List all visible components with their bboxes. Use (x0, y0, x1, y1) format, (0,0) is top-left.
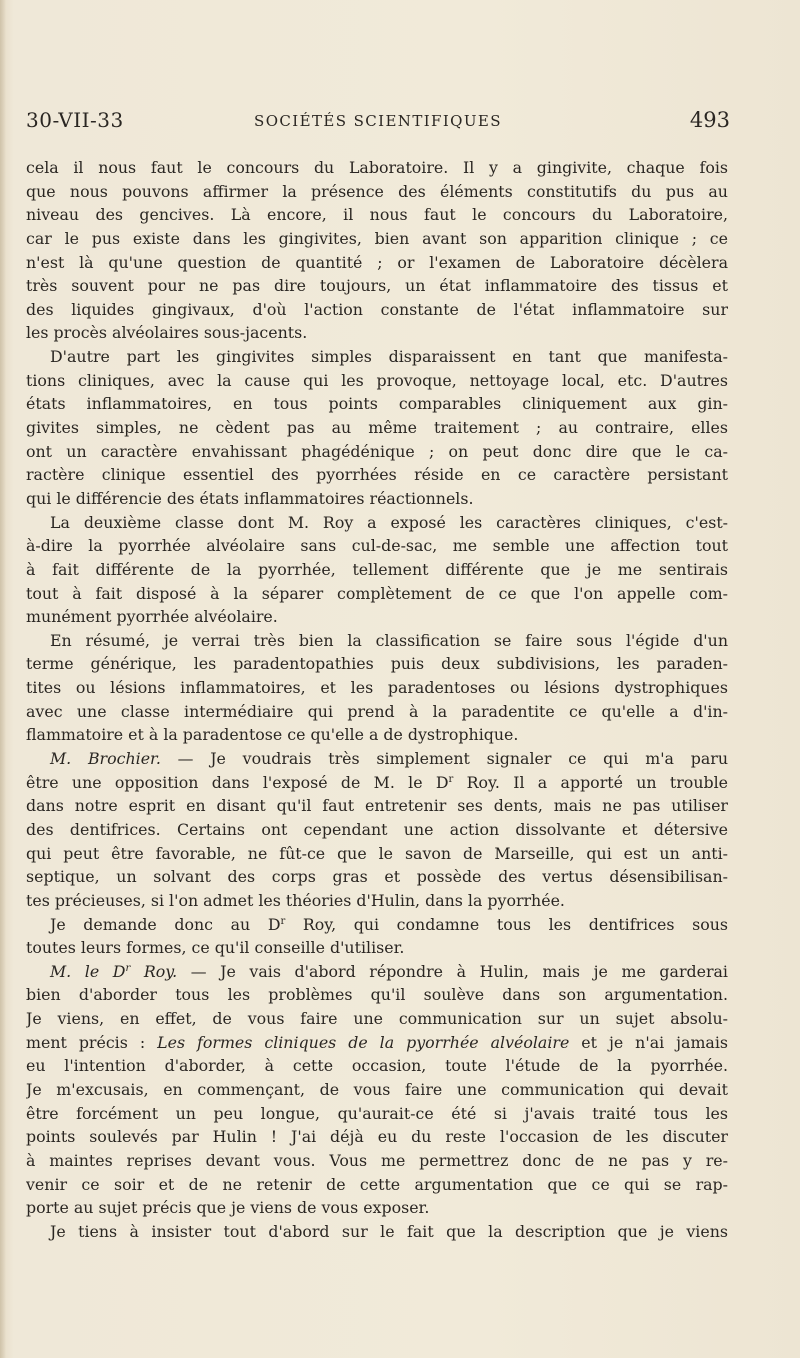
text-run: que nous pouvons affirmer la présence des éléments constitutifs du pus au (26, 181, 728, 201)
text-run: givites simples, ne cèdent pas au même traitement ; au contraire, elles (26, 418, 728, 438)
text-line (26, 392, 728, 416)
text-run: niveau des gencives. Là encore, il nous faut le concours du Laboratoire, (26, 205, 728, 225)
text-run: tes précieuses, si l'on admet les théories d'Hulin, dans la pyorrhée. (26, 890, 565, 910)
text-line (26, 1078, 728, 1102)
text-run: ont un caractère envahissant phagédénique ; on peut donc dire que le ca- (26, 441, 728, 461)
text-run: Je m'excusais, en commençant, de vous faire une communication qui devait (26, 1079, 728, 1099)
text-run: flammatoire et à la paradentose ce qu'elle a de dystrophique. (26, 725, 519, 745)
text-line (26, 227, 728, 251)
text-run: septique, un solvant des corps gras et possède des vertus désensibilisan- (26, 867, 728, 887)
text-line (26, 842, 728, 866)
text-run: En résumé, je verrai très bien la classification se faire sous l'égide d'un (50, 630, 728, 650)
text-line (26, 440, 728, 464)
speaker-name: M. Brochier. (50, 749, 161, 769)
text-line (26, 1220, 728, 1244)
text-run: toutes leurs formes, ce qu'il conseille d'utiliser. (26, 938, 405, 958)
running-header (26, 108, 730, 140)
text-run: cela il nous faut le concours du Laboratoire. Il y a gingivite, chaque fois (26, 158, 728, 177)
text-line (26, 1031, 728, 1055)
text-run: car le pus existe dans les gingivites, bien avant son apparition clinique ; ce (26, 228, 728, 248)
text-line (26, 983, 728, 1007)
text-line (26, 274, 728, 298)
text-line (26, 629, 728, 653)
text-run: — Je vais d'abord répondre à Hulin, mais je me garderai (177, 961, 728, 981)
text-line (26, 865, 728, 889)
text-line (26, 558, 728, 582)
text-run: des liquides gingivaux, d'où l'action constante de l'état inflammatoire sur (26, 299, 728, 319)
text-line (26, 156, 728, 180)
text-run: Je tiens à insister tout d'abord sur le fait que la description que je viens (50, 1221, 728, 1241)
text-run: venir ce soir et de ne retenir de cette argumentation que ce qui se rap- (26, 1174, 728, 1194)
text-line (26, 1196, 728, 1220)
text-run: eu l'intention d'aborder, à cette occasion, toute l'étude de la pyorrhée. (26, 1056, 728, 1076)
text-run: avec une classe intermédiaire qui prend à la paradentite ce qu'elle a d'in- (26, 701, 728, 721)
text-run: terme générique, les paradentopathies puis deux subdivisions, les paraden- (26, 654, 728, 674)
text-line (26, 1173, 728, 1197)
paragraph-final (26, 1220, 728, 1244)
text-line (26, 794, 728, 818)
text-run: être forcément un peu longue, qu'aurait-ce été si j'avais traité tous les (26, 1103, 728, 1123)
text-line (26, 913, 728, 937)
text-run: Je demande donc au D (50, 914, 281, 934)
text-line (26, 652, 728, 676)
text-run: des dentifrices. Certains ont cependant une action dissolvante et détersive (26, 819, 728, 839)
superscript: r (125, 962, 131, 974)
text-run: munément pyorrhée alvéolaire. (26, 607, 278, 627)
page-number: 493 (689, 108, 730, 132)
text-run: bien d'aborder tous les problèmes qu'il soulève dans son argumentation. (26, 985, 728, 1005)
text-run: qui le différencie des états inflammatoires réactionnels. (26, 488, 474, 508)
text-run: tout à fait disposé à la séparer complètement de ce que l'on appelle com- (26, 583, 728, 603)
text-line (26, 251, 728, 275)
text-line (26, 345, 728, 369)
text-line (26, 723, 728, 747)
text-run: à fait différente de la pyorrhée, tellement différente que je me sentirais (26, 559, 728, 579)
text-line (26, 889, 728, 913)
text-line (26, 605, 728, 629)
superscript: r (448, 773, 454, 785)
text-line (26, 960, 728, 984)
text-run: n'est là qu'une question de quantité ; or l'examen de Laboratoire décèlera (26, 252, 728, 272)
text-line (26, 936, 728, 960)
text-run: ment précis : (26, 1032, 158, 1052)
text-line (26, 487, 728, 511)
text-run: Je viens, en effet, de vous faire une communication sur un sujet absolu- (26, 1009, 728, 1029)
text-run: états inflammatoires, en tous points comparables cliniquement aux gin- (26, 394, 728, 414)
paragraph-2 (26, 345, 728, 510)
text-run: D'autre part les gingivites simples disparaissent en tant que manifesta- (50, 347, 728, 367)
text-line (26, 1102, 728, 1126)
text-line (26, 1054, 728, 1078)
text-run: très souvent pour ne pas dire toujours, un état inflammatoire des tissus et (26, 276, 728, 296)
speaker-name: Roy. (130, 961, 178, 981)
paragraph-question (26, 913, 728, 960)
text-line (26, 369, 728, 393)
header-date: 30-VII-33 (26, 108, 124, 132)
text-run: tites ou lésions inflammatoires, et les paradentoses ou lésions dystrophiques (26, 678, 728, 698)
text-run: à maintes reprises devant vous. Vous me permettrez donc de ne pas y re- (26, 1150, 728, 1170)
text-run: et je n'ai jamais (569, 1032, 728, 1052)
text-run: porte au sujet précis que je viens de vous exposer. (26, 1198, 430, 1218)
text-run: La deuxième classe dont M. Roy a exposé les caractères cliniques, c'est- (50, 512, 728, 532)
text-run: points soulevés par Hulin ! J'ai déjà eu du reste l'occasion de les discuter (26, 1127, 728, 1147)
paragraph-4 (26, 629, 728, 747)
text-line (26, 818, 728, 842)
text-line (26, 771, 728, 795)
text-line (26, 416, 728, 440)
text-run: tions cliniques, avec la cause qui les provoque, nettoyage local, etc. D'autres (26, 370, 728, 390)
text-line (26, 463, 728, 487)
text-line (26, 676, 728, 700)
paragraph-roy (26, 960, 728, 1220)
text-line (26, 534, 728, 558)
text-run: Roy, qui condamne tous les dentifrices sous (285, 914, 728, 934)
text-line (26, 747, 728, 771)
text-line (26, 1125, 728, 1149)
text-line (26, 321, 728, 345)
page-edge-shadow (0, 0, 6, 1358)
text-run: ractère clinique essentiel des pyorrhées réside en ce caractère persistant (26, 465, 728, 485)
paragraph-3 (26, 511, 728, 629)
cited-title: Les formes cliniques de la pyorrhée alvéolaire (157, 1032, 570, 1052)
text-run: dans notre esprit en disant qu'il faut entretenir ses dents, mais ne pas utiliser (26, 796, 728, 816)
text-line (26, 511, 728, 535)
text-run: être une opposition dans l'exposé de M. le D (26, 772, 449, 792)
text-line (26, 700, 728, 724)
paragraph-1 (26, 156, 728, 345)
speaker-name: M. le D (50, 961, 126, 981)
text-line (26, 298, 728, 322)
text-run: à-dire la pyorrhée alvéolaire sans cul-de-sac, me semble une affection tout (26, 536, 728, 556)
text-run: — Je voudrais très simplement signaler ce qui m'a paru (160, 749, 728, 769)
text-run: Roy. Il a apporté un trouble (453, 772, 728, 792)
text-line (26, 1007, 728, 1031)
text-run: les procès alvéolaires sous-jacents. (26, 323, 308, 343)
text-line (26, 203, 728, 227)
header-title: SOCIÉTÉS SCIENTIFIQUES (254, 112, 502, 130)
paragraph-brochier (26, 747, 728, 912)
text-line (26, 1149, 728, 1173)
text-line (26, 180, 728, 204)
text-run: qui peut être favorable, ne fût-ce que le savon de Marseille, qui est un anti- (26, 843, 728, 863)
superscript: r (280, 915, 286, 927)
text-line (26, 582, 728, 606)
body-text (26, 156, 728, 1243)
